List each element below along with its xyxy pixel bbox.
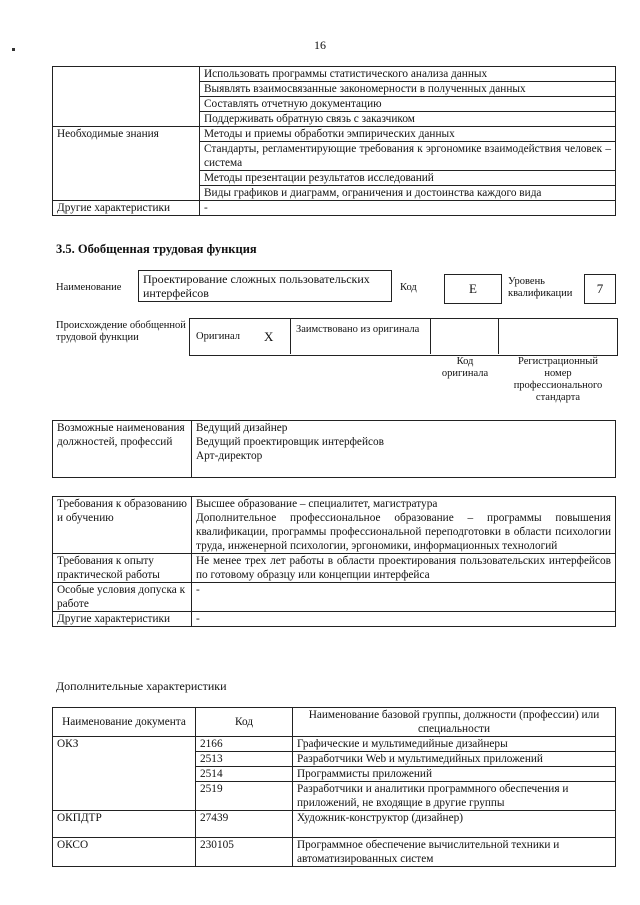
positions-label: Возможные наименования должностей, профессий bbox=[53, 421, 192, 478]
okz-code: 2514 bbox=[196, 767, 293, 782]
doc-okz: ОКЗ bbox=[53, 737, 196, 811]
okz-code: 2519 bbox=[196, 782, 293, 811]
position-item: Арт-директор bbox=[196, 450, 263, 462]
education-label: Требования к образованию и обучению bbox=[53, 497, 192, 554]
experience-value: Не менее трех лет работы в области проектирования пользовательских интерфейсов по готовому образцу или концепции интерфейса bbox=[192, 554, 616, 583]
okso-code: 230105 bbox=[196, 838, 293, 867]
column-header: Наименование документа bbox=[53, 708, 196, 737]
other-characteristics-value: - bbox=[192, 612, 616, 627]
skill-item: Использовать программы статистического анализа данных bbox=[200, 67, 616, 82]
position-item: Ведущий проектировщик интерфейсов bbox=[196, 436, 384, 448]
knowledge-label: Необходимые знания bbox=[53, 127, 200, 201]
skills-knowledge-table bbox=[52, 66, 616, 216]
positions-cell bbox=[192, 421, 616, 478]
skills-label-cell bbox=[53, 67, 200, 127]
column-header: Код bbox=[196, 708, 293, 737]
original-label: Оригинал bbox=[196, 331, 240, 342]
position-item: Ведущий дизайнер bbox=[196, 422, 288, 434]
original-mark: X bbox=[264, 329, 274, 344]
additional-characteristics-table bbox=[52, 707, 616, 867]
education-line: Высшее образование – специалитет, магистратура bbox=[196, 498, 438, 510]
okz-name: Разработчики Web и мультимедийных приложений bbox=[293, 752, 616, 767]
okz-name: Разработчики и аналитики программного обеспечения и приложений, не входящие в другие группы bbox=[293, 782, 616, 811]
knowledge-item: Методы презентации результатов исследований bbox=[200, 171, 616, 186]
level-label: Уровень квалификации bbox=[508, 276, 573, 299]
requirements-table bbox=[52, 496, 616, 627]
level-value-box: 7 bbox=[584, 274, 616, 304]
knowledge-item: Стандарты, регламентирующие требования к эргономике взаимодействия человек – система bbox=[200, 142, 616, 171]
other-characteristics-value: - bbox=[200, 201, 616, 216]
knowledge-item: Виды графиков и диаграмм, ограничения и достоинства каждого вида bbox=[200, 186, 616, 201]
okso-name: Программное обеспечение вычислительной техники и автоматизированных систем bbox=[293, 838, 616, 867]
other-characteristics-label: Другие характеристики bbox=[53, 201, 200, 216]
special-conditions-label: Особые условия допуска к работе bbox=[53, 583, 192, 612]
origin-divider bbox=[290, 318, 291, 354]
knowledge-item: Методы и приемы обработки эмпирических данных bbox=[200, 127, 616, 142]
doc-okpdtr: ОКПДТР bbox=[53, 811, 196, 838]
function-name-box: Проектирование сложных пользовательских интерфейсов bbox=[138, 270, 392, 302]
code-value-box: E bbox=[444, 274, 502, 304]
positions-table bbox=[52, 420, 616, 478]
origin-divider bbox=[430, 318, 431, 354]
okpdtr-name: Художник-конструктор (дизайнер) bbox=[293, 811, 616, 838]
skill-item: Выявлять взаимосвязанные закономерности в полученных данных bbox=[200, 82, 616, 97]
borrowed-label: Заимствовано из оригинала bbox=[296, 324, 420, 335]
okz-name: Программисты приложений bbox=[293, 767, 616, 782]
origin-label: Происхождение обобщенной трудовой функции bbox=[56, 320, 186, 343]
experience-label: Требования к опыту практической работы bbox=[53, 554, 192, 583]
okz-code: 2166 bbox=[196, 737, 293, 752]
okz-code: 2513 bbox=[196, 752, 293, 767]
registration-number-label: Регистрационный номер профессионального стандарта bbox=[513, 356, 603, 403]
education-cell bbox=[192, 497, 616, 554]
name-label: Наименование bbox=[56, 282, 122, 293]
skill-item: Поддерживать обратную связь с заказчиком bbox=[200, 112, 616, 127]
column-header: Наименование базовой группы, должности (профессии) или специальности bbox=[293, 708, 616, 737]
section-heading: 3.5. Обобщенная трудовая функция bbox=[56, 242, 257, 256]
other-characteristics-label: Другие характеристики bbox=[53, 612, 192, 627]
origin-divider bbox=[498, 318, 499, 354]
okz-name: Графические и мультимедийные дизайнеры bbox=[293, 737, 616, 752]
education-line: Дополнительное профессиональное образование – программы повышения квалификации, программы профессиональной переподготовки в области психологии труда, инженерной психологии, эргономики, информационных технологий bbox=[196, 512, 611, 552]
code-label: Код bbox=[400, 282, 417, 293]
doc-okso: ОКСО bbox=[53, 838, 196, 867]
additional-characteristics-title: Дополнительные характеристики bbox=[56, 679, 227, 693]
skill-item: Составлять отчетную документацию bbox=[200, 97, 616, 112]
special-conditions-value: - bbox=[192, 583, 616, 612]
okpdtr-code: 27439 bbox=[196, 811, 293, 838]
original-code-label: Код оригинала bbox=[441, 356, 489, 379]
page-number: 16 bbox=[314, 38, 326, 52]
